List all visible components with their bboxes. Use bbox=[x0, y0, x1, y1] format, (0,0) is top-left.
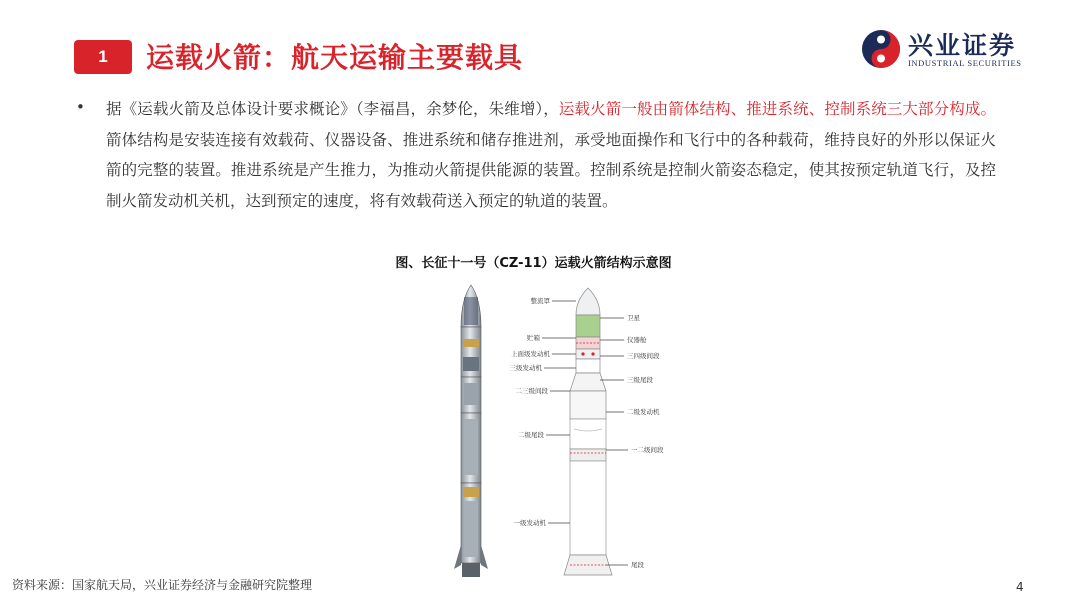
stage1-shape bbox=[570, 461, 606, 555]
logo-chinese-name: 兴业证券 bbox=[908, 31, 1017, 60]
rocket-structure-diagram bbox=[490, 283, 750, 581]
page-number: 4 bbox=[1016, 580, 1024, 594]
para-highlight: 运载火箭一般由箭体结构、推进系统、控制系统三大部分构成。 bbox=[558, 100, 996, 118]
label-propellant-tank: 贮箱 bbox=[527, 334, 540, 342]
para-intro: 据《运载火箭及总体设计要求概论》（李福昌，余梦伦，朱维增）， bbox=[106, 100, 559, 118]
label-satellite: 卫星 bbox=[627, 314, 640, 322]
label-stage1-2-interstage: 一二级间段 bbox=[631, 446, 664, 454]
label-stage3-4-interstage: 三四级间段 bbox=[627, 352, 660, 360]
satellite-shape bbox=[576, 315, 600, 337]
fairing-shape bbox=[576, 288, 600, 315]
label-stage3-engine: 三级发动机 bbox=[509, 364, 542, 372]
label-stage3-tail: 三级尾段 bbox=[627, 376, 653, 384]
bullet-point: • bbox=[76, 98, 85, 116]
label-tail-section: 尾段 bbox=[631, 561, 644, 569]
label-stage1-engine: 一级发动机 bbox=[513, 519, 546, 527]
label-stage2-tail: 二级尾段 bbox=[518, 431, 544, 439]
label-stage2-3-interstage: 二三级间段 bbox=[515, 387, 548, 395]
instrument-cabin-shape bbox=[576, 349, 600, 359]
logo-mark-icon bbox=[860, 28, 902, 70]
label-instrument-cabin: 仪器舱 bbox=[627, 336, 647, 344]
logo-english-name: INDUSTRIAL SECURITIES bbox=[908, 58, 1022, 68]
source-note: 资料来源：国家航天局，兴业证券经济与金融研究院整理 bbox=[12, 578, 313, 592]
figure-title: 图、长征十一号（CZ-11）运载火箭结构示意图 bbox=[395, 256, 672, 271]
rocket-cutaway-image bbox=[449, 283, 493, 581]
page-title: 运载火箭：航天运输主要载具 bbox=[146, 41, 524, 74]
label-fairing: 整流罩 bbox=[530, 297, 550, 305]
stage2-shape bbox=[570, 391, 606, 419]
para-rest: 箭体结构是安装连接有效载荷、仪器设备、推进系统和储存推进剂，承受地面操作和飞行中的各种载荷，维持良好的外形以保证火箭的完整的装置。推进系统是产生推力，为推动火箭提供能源的装置。控制系统是控制火箭姿态稳定，使其按预定轨道飞行，及控制火箭发动机关机，达到预定的速度，将有效载荷送入预定的轨道的装置。 bbox=[106, 130, 996, 210]
section-number-badge: 1 bbox=[74, 40, 132, 74]
body-paragraph bbox=[106, 94, 996, 216]
company-logo bbox=[860, 28, 1045, 72]
label-stage2-engine: 二级发动机 bbox=[627, 408, 660, 416]
label-upper-engine: 上面级发动机 bbox=[511, 350, 550, 358]
